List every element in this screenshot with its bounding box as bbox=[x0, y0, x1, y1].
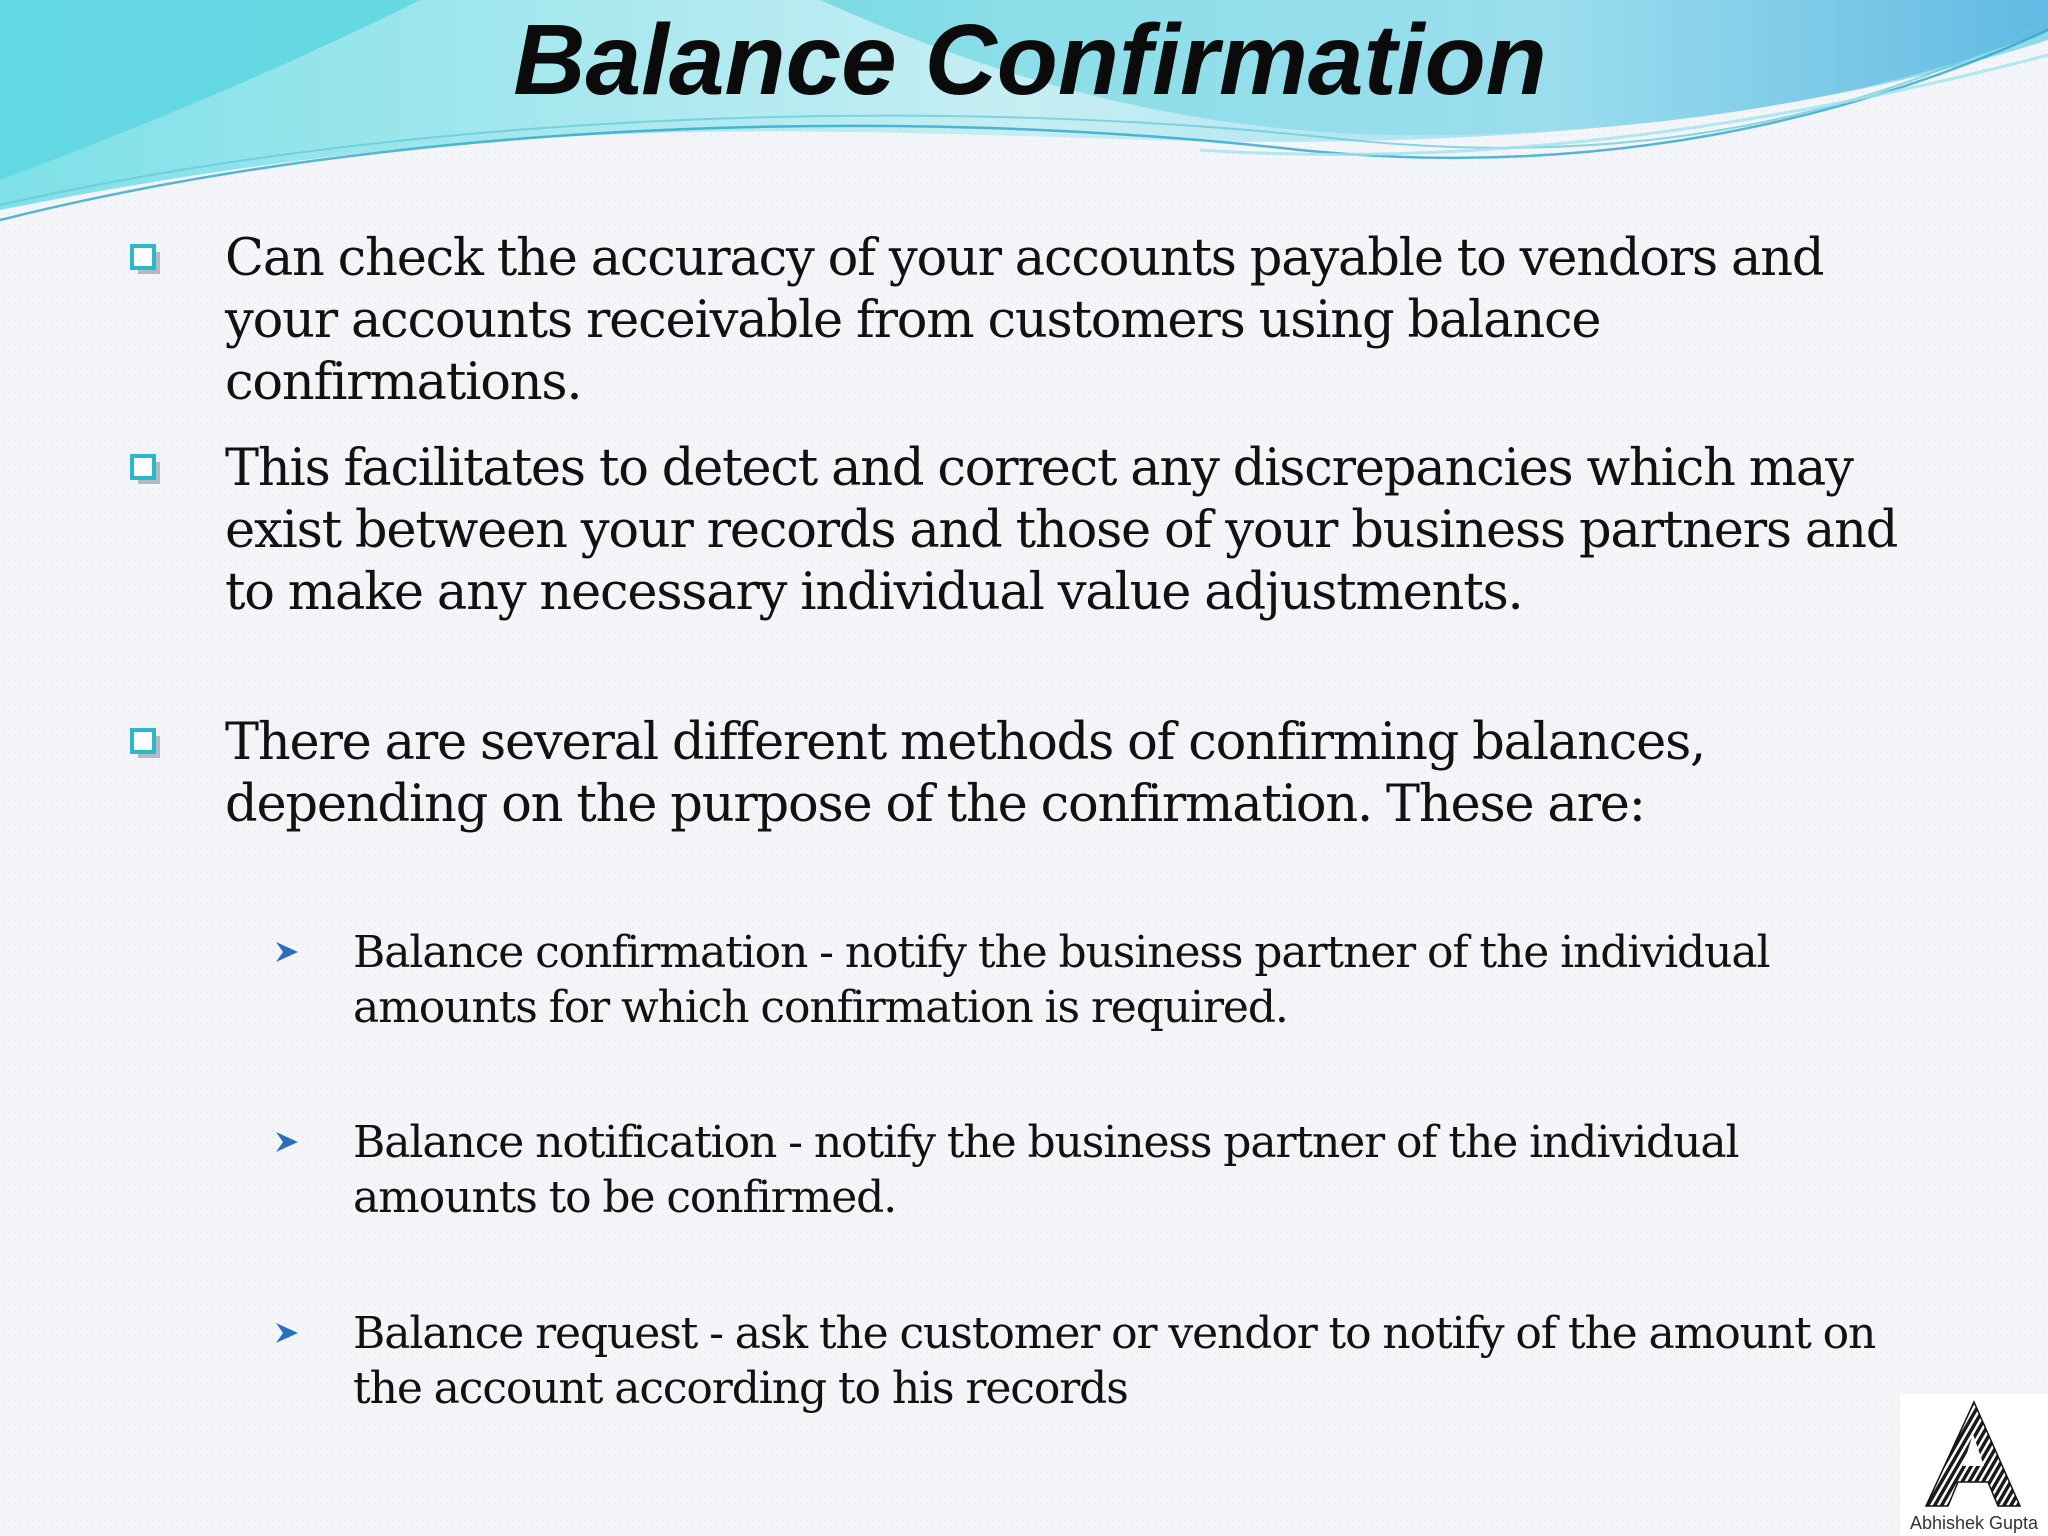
arrowhead-icon bbox=[274, 1320, 300, 1346]
arrowhead-icon bbox=[274, 1129, 300, 1155]
bullet-text: There are several different methods of confirming balances, depending on the purpose of the confirmation. These are: bbox=[225, 713, 1706, 834]
author-name: Abhishek Gupta bbox=[1909, 1513, 2039, 1533]
hollow-square-icon bbox=[130, 244, 160, 274]
sub-bullet-text: Balance notification - notify the business partner of the individual amounts to be confirmed. bbox=[353, 1117, 1739, 1223]
bullet-text: This facilitates to detect and correct any discrepancies which may exist between your records and those of your business partners and to make any necessary individual value adjustments. bbox=[225, 439, 1898, 622]
bullet-text: Can check the accuracy of your accounts payable to vendors and your accounts receivable from customers using balance confirmations. bbox=[225, 229, 1824, 412]
arrowhead-icon bbox=[274, 939, 300, 965]
sub-bullet-text: Balance request - ask the customer or vendor to notify of the amount on the account according to his records bbox=[353, 1308, 1876, 1414]
hollow-square-icon bbox=[130, 728, 160, 758]
sub-bullet-text: Balance confirmation - notify the business partner of the individual amounts for which confirmation is required. bbox=[353, 927, 1770, 1033]
author-logo bbox=[1900, 1394, 2048, 1536]
hollow-square-icon bbox=[130, 454, 160, 484]
slide-title: Balance Confirmation bbox=[513, 4, 1547, 116]
a-letter-logo-icon bbox=[1900, 1394, 2048, 1514]
